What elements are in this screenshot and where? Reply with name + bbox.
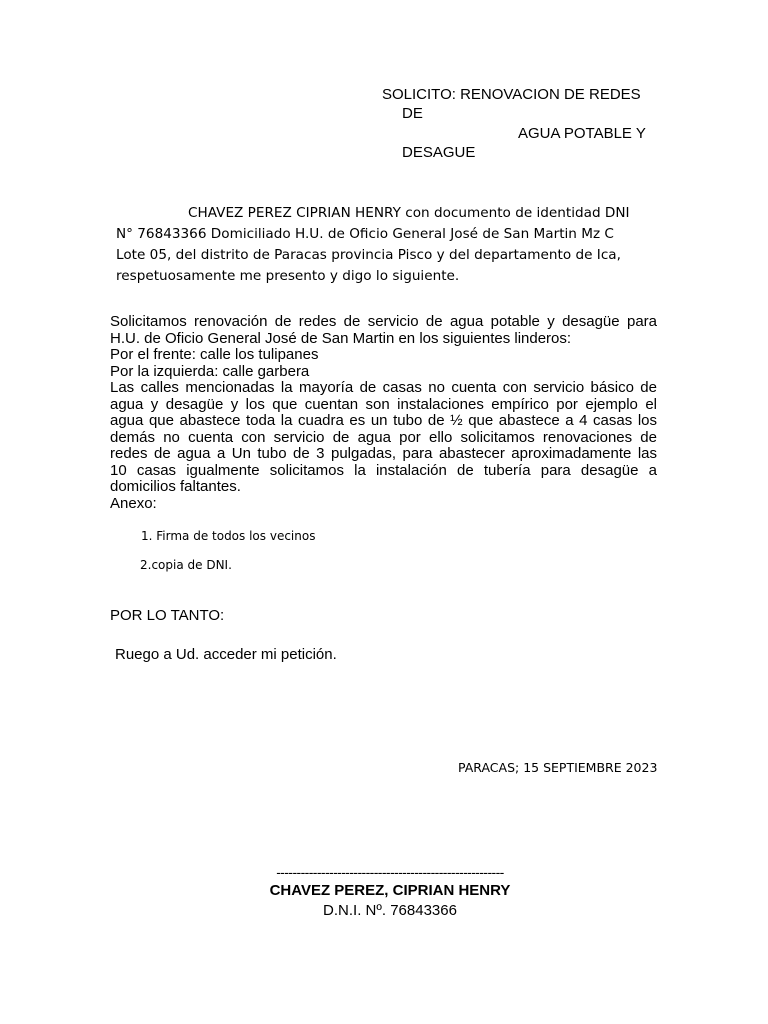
subject-line-4: DESAGUE [402, 144, 476, 161]
body-line: Por la izquierda: calle garbera [110, 362, 310, 380]
por-lo-tanto: POR LO TANTO: [110, 607, 225, 624]
ruego-text: Ruego a Ud. acceder mi petición. [115, 646, 337, 663]
body-line: redes de agua a Un tubo de 3 pulgadas, para abastecer aproximadamente las [110, 445, 657, 462]
subject-line-2: DE [402, 105, 423, 122]
subject-line-1: SOLICITO: RENOVACION DE REDES [382, 86, 641, 103]
intro-line: CHAVEZ PEREZ CIPRIAN HENRY con documento de identidad DNI [188, 205, 630, 221]
intro-paragraph [116, 203, 632, 287]
signer-dni: D.N.I. Nº. 76843366 [323, 902, 457, 919]
body-line: demás no cuenta con servicio de agua por ello solicitamos renovaciones de [110, 428, 657, 446]
body-line: Por el frente: calle los tulipanes [110, 346, 319, 363]
body-line: Solicitamos renovación de redes de servicio de agua potable y desagüe para [110, 313, 657, 330]
body-line: 10 casas igualmente solicitamos la instalación de tubería para desagüe a [110, 461, 657, 479]
body-paragraph [110, 314, 657, 512]
annex-item-1: 1. Firma de todos los vecinos [141, 529, 316, 543]
annex-heading: Anexo: [110, 494, 157, 512]
body-line: H.U. de Oficio General José de San Martin en los siguientes linderos: [110, 329, 572, 347]
intro-line: respetuosamente me presento y digo lo siguiente. [116, 268, 460, 284]
intro-line: Lote 05, del distrito de Paracas provincia Pisco y del departamento de Ica, [116, 247, 621, 263]
annex-item-2: 2.copia de DNI. [140, 558, 232, 572]
date-line: PARACAS; 15 SEPTIEMBRE 2023 [458, 760, 658, 775]
body-line: agua que abastece toda la cuadra es un tubo de ½ que abastece a 4 casas los [110, 412, 657, 429]
body-line: domicilios faltantes. [110, 478, 241, 495]
intro-line: N° 76843366 Domiciliado H.U. de Oficio General José de San Martin Mz C [116, 226, 614, 242]
body-line: agua y desagüe y los que cuentan son instalaciones empírico por ejemplo el [110, 395, 657, 413]
subject-line-3: AGUA POTABLE Y [518, 125, 646, 142]
signature-line: -------------------------------------------------------- [276, 864, 504, 880]
signer-name: CHAVEZ PEREZ, CIPRIAN HENRY [269, 882, 511, 899]
body-line: Las calles mencionadas la mayoría de casas no cuenta con servicio básico de [110, 379, 657, 396]
